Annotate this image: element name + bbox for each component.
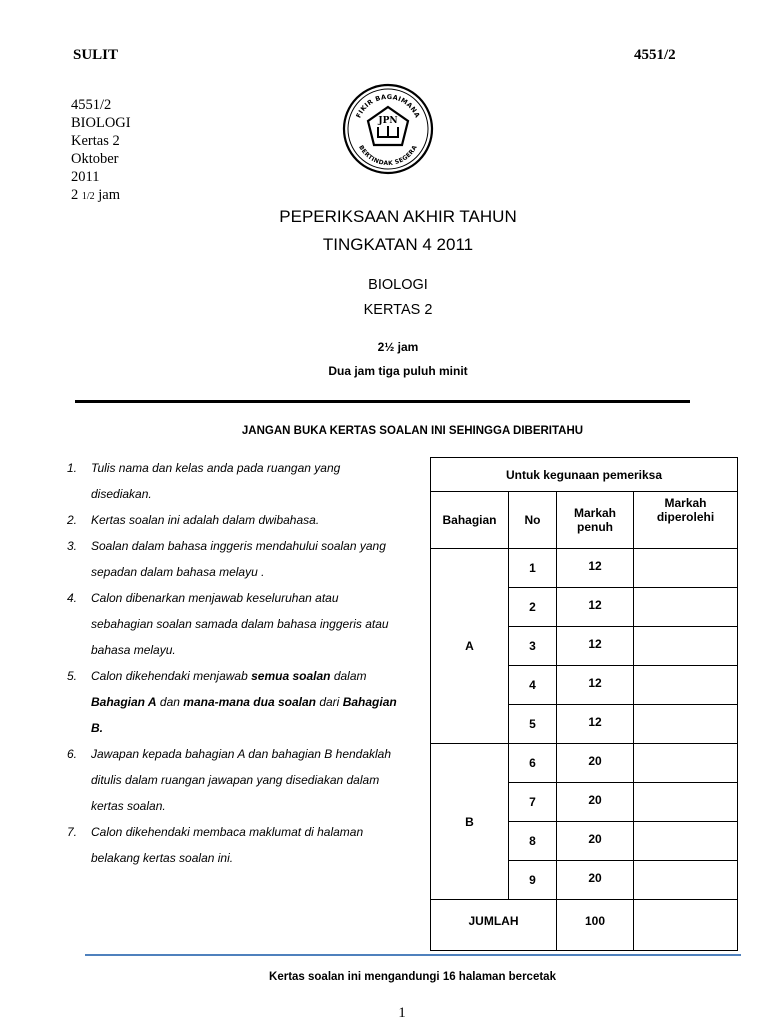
instructions-list: [67, 455, 402, 871]
instruction-number: 7.: [67, 825, 78, 839]
question-number: 2: [509, 588, 557, 627]
instruction-item: [67, 507, 402, 533]
header-obtained-line1: Markah: [664, 496, 707, 510]
instruction-number: 4.: [67, 591, 78, 605]
paper-subject: BIOLOGI: [71, 115, 131, 131]
duration-fraction: 1/2: [81, 191, 95, 202]
total-label: JUMLAH: [431, 900, 557, 951]
header-marks-obtained: [634, 492, 738, 549]
marks-obtained-field[interactable]: [634, 822, 738, 861]
marks-obtained-field[interactable]: [634, 744, 738, 783]
exam-title-line1: PEPERIKSAAN AKHIR TAHUN: [279, 207, 517, 226]
duration-unit: jam: [98, 187, 121, 203]
paper-number: Kertas 2: [71, 133, 120, 149]
table-caption: Untuk kegunaan pemeriksa: [431, 458, 738, 492]
marks-obtained-field[interactable]: [634, 588, 738, 627]
section-label: B: [431, 744, 509, 900]
divider-top: [75, 400, 690, 403]
marks-obtained-field[interactable]: [634, 705, 738, 744]
table-row: [431, 549, 738, 588]
exam-paper: KERTAS 2: [363, 302, 433, 318]
instruction-item: [67, 741, 402, 819]
instruction-text: dan: [156, 695, 184, 709]
instruction-text: Calon dibenarkan menjawab keseluruhan atau sebahagian soalan samada dalam bahasa inggeris atau bahasa melayu.: [91, 591, 389, 657]
marks-obtained-field[interactable]: [634, 627, 738, 666]
instruction-item: [67, 819, 402, 871]
instruction-text: Calon dikehendaki membaca maklumat di halaman belakang kertas soalan ini.: [91, 825, 364, 865]
header-full-marks-line2: penuh: [577, 520, 613, 534]
instruction-text: Kertas soalan ini adalah dalam dwibahasa.: [91, 513, 320, 527]
header-no: No: [509, 492, 557, 549]
instruction-number: 6.: [67, 747, 78, 761]
question-number: 6: [509, 744, 557, 783]
instruction-text: mana-mana dua soalan: [183, 695, 316, 709]
total-obtained-field[interactable]: [634, 900, 738, 951]
instruction-text: Bahagian B.: [91, 695, 397, 735]
instruction-item: [67, 585, 402, 663]
school-seal-logo: [342, 83, 434, 175]
full-marks: 12: [557, 666, 634, 705]
full-marks: 20: [557, 783, 634, 822]
instruction-item: [67, 533, 402, 585]
exam-duration: 2½ jam: [377, 340, 419, 354]
page-count-note: Kertas soalan ini mengandungi 16 halaman bercetak: [269, 971, 556, 983]
examiner-marks-table: [430, 457, 738, 951]
instruction-text: semua soalan: [251, 669, 331, 683]
question-number: 7: [509, 783, 557, 822]
question-number: 4: [509, 666, 557, 705]
exam-subject: BIOLOGI: [368, 277, 428, 293]
instruction-item: [67, 455, 402, 507]
question-number: 3: [509, 627, 557, 666]
instruction-text: dari: [316, 695, 343, 709]
paper-month: Oktober: [71, 151, 119, 167]
header-obtained-line2: diperolehi: [656, 510, 715, 524]
seal-monogram: JPN: [378, 116, 398, 126]
instruction-number: 2.: [67, 513, 78, 527]
header-right-code: 4551/2: [634, 47, 676, 63]
exam-title-line2: TINGKATAN 4 2011: [322, 235, 474, 254]
question-number: 9: [509, 861, 557, 900]
marks-obtained-field[interactable]: [634, 783, 738, 822]
full-marks: 20: [557, 861, 634, 900]
paper-year: 2011: [71, 169, 100, 185]
total-full-marks: 100: [557, 900, 634, 951]
instruction-number: 3.: [67, 539, 78, 553]
marks-obtained-field[interactable]: [634, 666, 738, 705]
header-full-marks: [557, 492, 634, 549]
exam-duration-words: Dua jam tiga puluh minit: [328, 364, 468, 378]
warning-notice: JANGAN BUKA KERTAS SOALAN INI SEHINGGA DIBERITAHU: [241, 425, 584, 437]
seal-emblem-icon: [378, 126, 398, 137]
question-number: 1: [509, 549, 557, 588]
paper-code: 4551/2: [71, 97, 112, 113]
full-marks: 12: [557, 705, 634, 744]
full-marks: 20: [557, 744, 634, 783]
question-number: 8: [509, 822, 557, 861]
page-number: 1: [398, 1005, 406, 1021]
instruction-number: 5.: [67, 669, 78, 683]
seal-top-text: FIKIR BAGAIMANA: [354, 92, 422, 120]
table-row: [431, 744, 738, 783]
question-number: 5: [509, 705, 557, 744]
duration-whole: 2: [71, 187, 79, 203]
header-full-marks-line1: Markah: [573, 506, 617, 520]
full-marks: 12: [557, 588, 634, 627]
full-marks: 12: [557, 549, 634, 588]
paper-info: [71, 96, 131, 206]
header-section: Bahagian: [431, 492, 509, 549]
divider-bottom: [85, 954, 741, 956]
header-left-sulit: SULIT: [73, 47, 119, 63]
section-label: A: [431, 549, 509, 744]
full-marks: 12: [557, 627, 634, 666]
total-row: [431, 900, 738, 951]
instruction-text: Soalan dalam bahasa inggeris mendahului soalan yang sepadan dalam bahasa melayu .: [91, 539, 386, 579]
instruction-text: dalam: [330, 669, 367, 683]
marks-obtained-field[interactable]: [634, 549, 738, 588]
instruction-number: 1.: [67, 461, 78, 475]
marks-obtained-field[interactable]: [634, 861, 738, 900]
instruction-text: Tulis nama dan kelas anda pada ruangan yang disediakan.: [91, 461, 341, 501]
instruction-text: Bahagian A: [91, 695, 157, 709]
paper-duration: [71, 186, 131, 206]
instruction-text: Jawapan kepada bahagian A dan bahagian B hendaklah ditulis dalam ruangan jawapan yang disediakan dalam kertas soalan.: [91, 747, 392, 813]
full-marks: 20: [557, 822, 634, 861]
instruction-item: [67, 663, 402, 741]
instruction-text: Calon dikehendaki menjawab: [91, 669, 252, 683]
seal-bottom-text: BERTINDAK SEGERA: [357, 144, 419, 168]
